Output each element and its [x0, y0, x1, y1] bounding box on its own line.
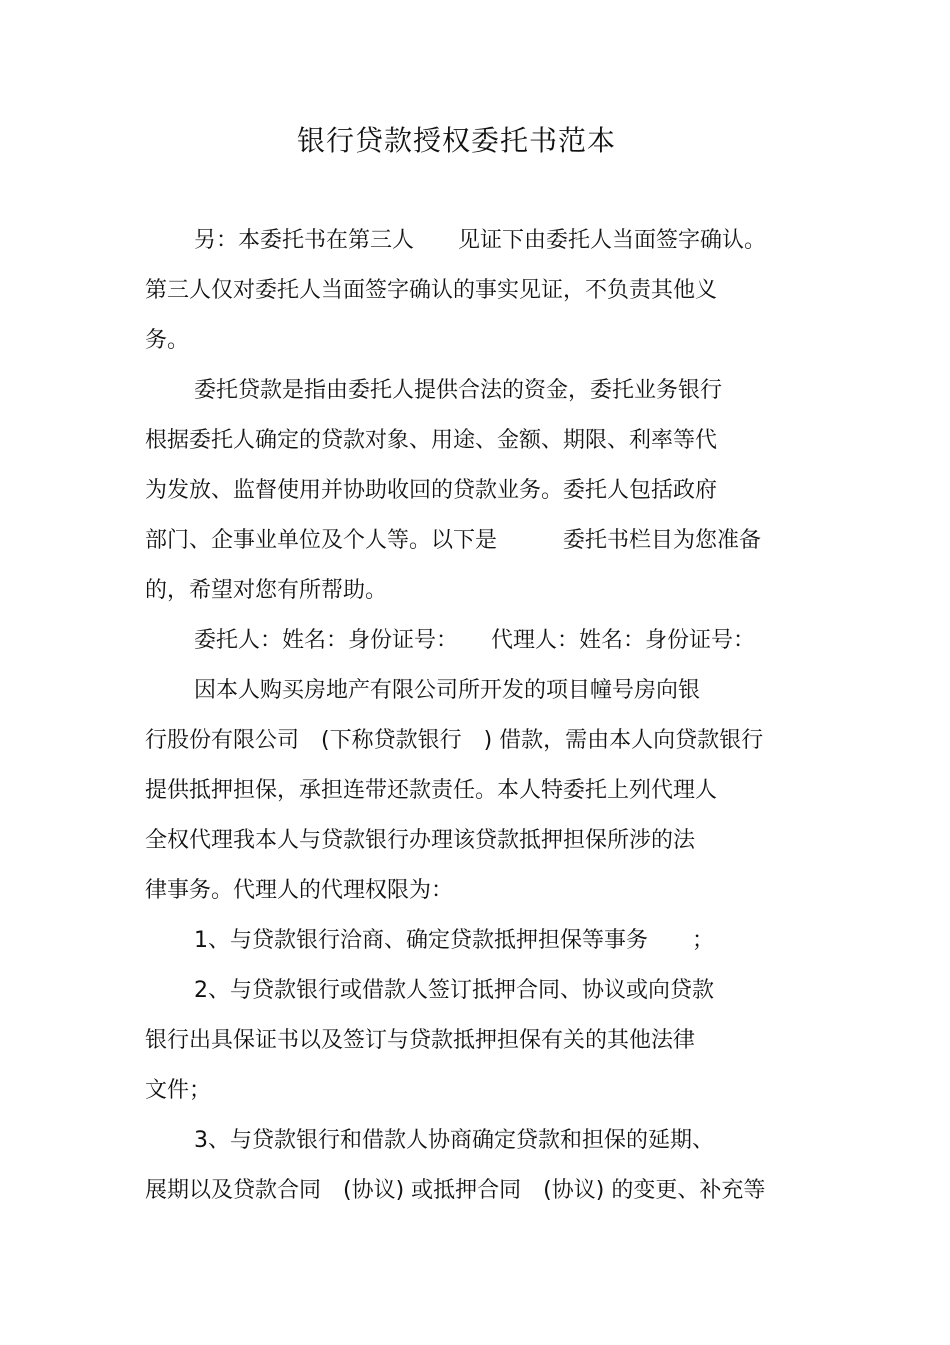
text-line-9: 委托人：姓名：身份证号： 代理人：姓名：身份证号：	[194, 628, 756, 653]
text-line-2: 第三人仅对委托人当面签字确认的事实见证，不负责其他义	[145, 278, 718, 303]
text-line-10: 因本人购买房地产有限公司所开发的项目幢号房向银	[194, 678, 701, 703]
text-line-6: 为发放、监督使用并协助收回的贷款业务。委托人包括政府	[145, 478, 718, 503]
text-line-19: 3、与贷款银行和借款人协商确定贷款和担保的延期、	[194, 1128, 714, 1153]
text-line-14: 律事务。代理人的代理权限为：	[145, 878, 454, 903]
text-line-18: 文件；	[145, 1078, 212, 1103]
text-line-1: 另：本委托书在第三人 见证下由委托人当面签字确认。	[194, 228, 767, 253]
text-line-20: 展期以及贷款合同 (协议) 或抵押合同 (协议) 的变更、补充等	[145, 1178, 766, 1203]
text-line-4: 委托贷款是指由委托人提供合法的资金，委托业务银行	[194, 378, 723, 403]
text-line-17: 银行出具保证书以及签订与贷款抵押担保有关的其他法律	[145, 1028, 696, 1053]
text-line-3: 务。	[145, 328, 190, 353]
text-line-15: 1、与贷款银行洽商、确定贷款抵押担保等事务 ；	[194, 928, 714, 953]
text-line-12: 提供抵押担保，承担连带还款责任。本人特委托上列代理人	[145, 778, 718, 803]
text-line-16: 2、与贷款银行或借款人签订抵押合同、协议或向贷款	[194, 978, 714, 1003]
document-title: 银行贷款授权委托书范本	[296, 124, 616, 157]
text-line-11: 行股份有限公司 (下称贷款银行 ) 借款，需由本人向贷款银行	[145, 728, 764, 753]
text-line-13: 全权代理我本人与贷款银行办理该贷款抵押担保所涉的法	[145, 828, 696, 853]
text-line-5: 根据委托人确定的贷款对象、用途、金额、期限、利率等代	[145, 428, 718, 453]
text-line-8: 的，希望对您有所帮助。	[145, 578, 388, 603]
text-line-7: 部门、企事业单位及个人等。以下是 委托书栏目为您准备	[145, 528, 762, 553]
